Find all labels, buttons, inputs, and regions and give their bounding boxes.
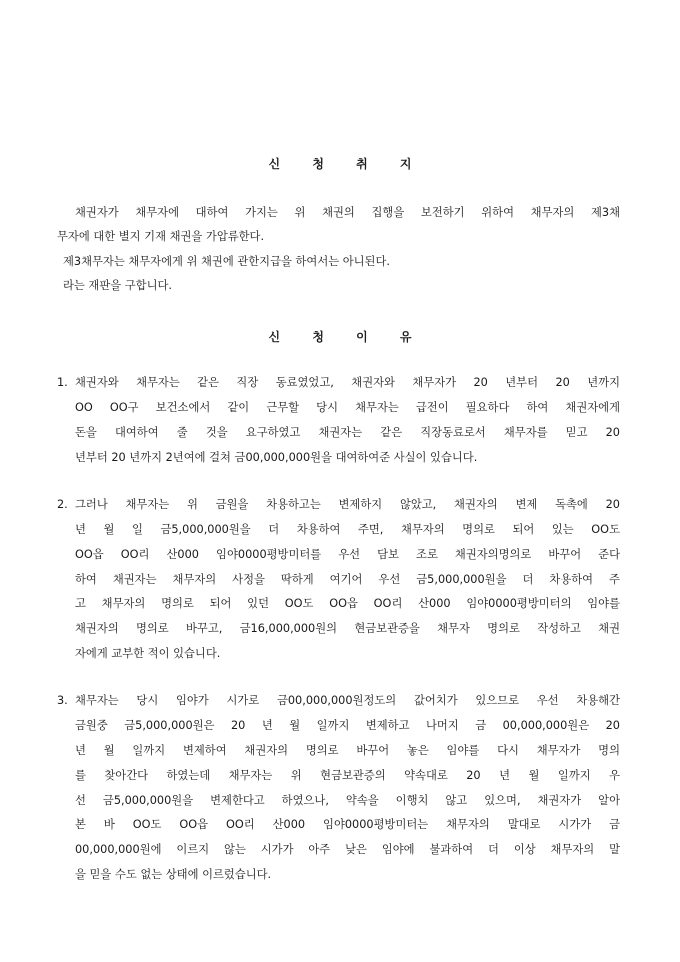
reason-1-line-3: 돈을 대여하여 줄 것을 요구하였고 채권자는 같은 직장동료로서 채무자를 믿고 20 <box>75 426 620 439</box>
reason-2-line-1: 그러나 채무자는 위 금원을 차용하고는 변제하지 않았고, 채권자의 변제 독촉에 20 <box>75 498 620 511</box>
purpose-line-3: 제3채무자는 채무자에게 위 채권에 관한지급을 하여서는 아니된다. <box>63 255 390 268</box>
reason-2-line-3: OO읍 OO리 산000 임야0000평방미터를 우선 담보 조로 채권자의명의로 바꾸어 준다 <box>75 548 620 561</box>
reason-3-line-8: 을 믿을 수도 없는 상태에 이르렀습니다. <box>75 868 272 881</box>
reason-2-line-2: 년 월 일 금5,000,000원을 더 차용하여 주면, 채무자의 명의로 되어 있는 OO도 <box>75 523 620 536</box>
reason-1-line-2: OO OO구 보건소에서 같이 근무할 당시 채무자는 급전이 필요하다 하여 채권자에게 <box>75 401 620 414</box>
purpose-line-4: 라는 재판을 구합니다. <box>63 279 172 292</box>
reason-3-line-4: 를 찾아간다 하였는데 채무자는 위 현금보관증의 약속대로 20 년 월 일까지 우 <box>75 769 620 782</box>
reason-3-number: 3. <box>57 694 68 707</box>
heading-purpose: 신 청 취 지 <box>268 157 412 171</box>
reason-3-line-7: 00,000,000원에 이르지 않는 시가가 아주 낮은 임야에 불과하여 더 이상 채무자의 말 <box>75 843 620 856</box>
reason-1-number: 1. <box>57 376 68 389</box>
reason-2-line-5: 고 채무자의 명의로 되어 있던 OO도 OO읍 OO리 산000 임야0000평방미터의 임야를 <box>75 597 620 610</box>
reason-3-line-5: 선 금5,000,000원을 변제한다고 하였으나, 약속을 이행치 않고 있으며, 채권자가 알아 <box>75 794 620 807</box>
reason-3-line-6: 본 바 OO도 OO읍 OO리 산000 임야0000평방미터는 채무자의 말대로 시가가 금 <box>75 818 620 831</box>
reason-2-line-4: 하여 채권자는 채무자의 사정을 딱하게 여기어 우선 금5,000,000원을 더 차용하여 주 <box>75 573 620 586</box>
reason-3-line-2: 금원중 금5,000,000원은 20 년 월 일까지 변제하고 나머지 금 00,000,000원은 20 <box>75 719 620 732</box>
reason-2-number: 2. <box>57 498 68 511</box>
reason-2-line-7: 자에게 교부한 적이 있습니다. <box>75 647 221 660</box>
reason-1-line-1: 채권자와 채무자는 같은 직장 동료였었고, 채권자와 채무자가 20 년부터 20 년까지 <box>75 376 620 389</box>
reason-2-line-6: 채권자의 명의로 바꾸고, 금16,000,000원의 현금보관증을 채무자 명의로 작성하고 채권 <box>75 622 620 635</box>
purpose-line-1: 채권자가 채무자에 대하여 가지는 위 채권의 집행을 보전하기 위하여 채무자의 제3채 <box>75 206 620 219</box>
reason-3-line-3: 년 월 일까지 변제하여 채권자의 명의로 바꾸어 놓은 임야를 다시 채무자가 명의 <box>75 744 620 757</box>
purpose-line-2: 무자에 대한 별지 기재 채권을 가압류한다. <box>57 230 265 243</box>
reason-3-line-1: 채무자는 당시 임야가 시가로 금00,000,000원정도의 값어치가 있으므로 우선 차용해간 <box>75 694 620 707</box>
heading-reason: 신 청 이 유 <box>268 330 412 344</box>
reason-1-line-4: 년부터 20 년까지 2년여에 걸쳐 금00,000,000원을 대여하여준 사실이 있습니다. <box>75 451 478 464</box>
